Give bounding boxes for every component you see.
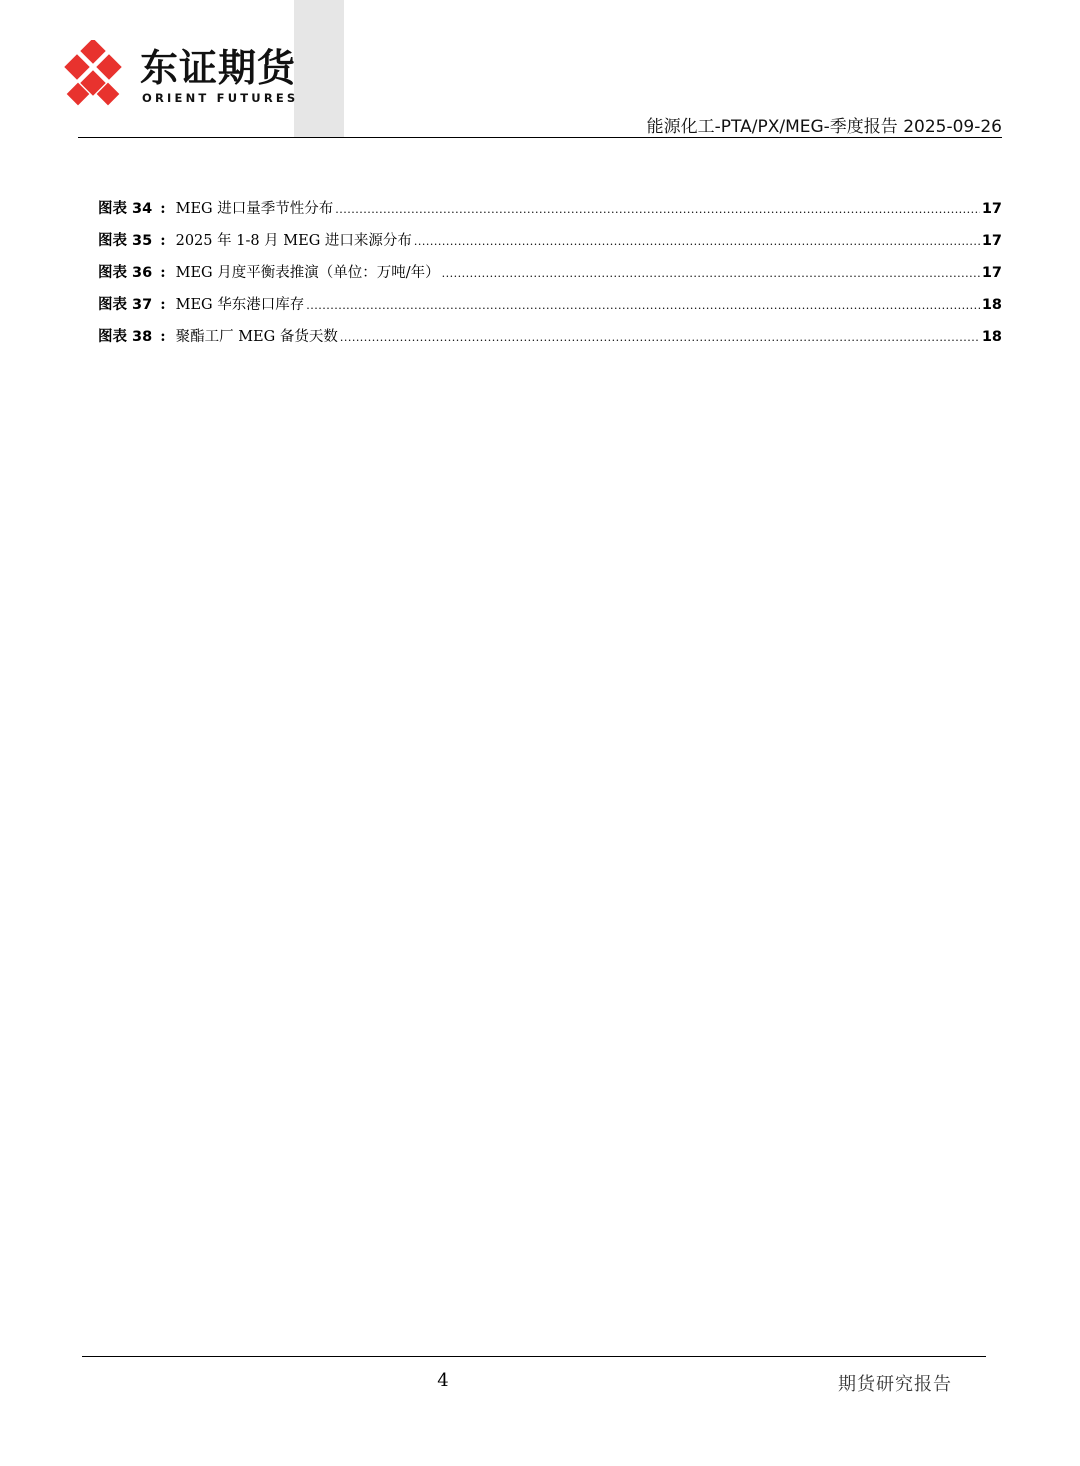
toc-dot-leader [306, 295, 980, 317]
footer-divider [82, 1356, 986, 1357]
toc-entry[interactable] [98, 294, 1002, 326]
toc-entry-separator: : [160, 200, 166, 217]
toc-dot-leader [442, 263, 980, 285]
toc-dot-leader [414, 231, 980, 253]
table-of-figures [98, 198, 1002, 358]
toc-entry-title: MEG 华东港口库存 [175, 297, 305, 313]
toc-dot-leader [340, 327, 980, 349]
toc-entry-label: 图表 35 [98, 233, 153, 249]
toc-entry-label: 图表 37 [98, 297, 153, 313]
toc-entry[interactable] [98, 198, 1002, 230]
report-header-title: 能源化工-PTA/PX/MEG-季度报告 2025-09-26 [646, 117, 1002, 137]
toc-dot-leader [335, 199, 980, 221]
toc-entry-label: 图表 38 [98, 329, 153, 345]
toc-entry-page: 17 [981, 265, 1002, 281]
toc-entry-separator: : [160, 328, 166, 345]
toc-entry-separator: : [160, 264, 166, 281]
toc-entry-page: 18 [981, 329, 1002, 345]
toc-entry-label: 图表 36 [98, 265, 153, 281]
footer-report-type: 期货研究报告 [838, 1374, 952, 1395]
toc-entry[interactable] [98, 326, 1002, 358]
toc-entry-label: 图表 34 [98, 201, 153, 217]
toc-entry-title: MEG 月度平衡表推演（单位：万吨/年） [175, 265, 440, 281]
toc-entry-page: 18 [981, 297, 1002, 313]
orient-futures-logo-icon [62, 40, 128, 108]
toc-entry-title: 2025 年 1-8 月 MEG 进口来源分布 [175, 233, 412, 249]
toc-entry-separator: : [160, 232, 166, 249]
toc-entry[interactable] [98, 230, 1002, 262]
toc-entry-title: 聚酯工厂 MEG 备货天数 [175, 329, 338, 345]
toc-entry-page: 17 [981, 233, 1002, 249]
toc-entry-page: 17 [981, 201, 1002, 217]
toc-entry-title: MEG 进口量季节性分布 [175, 201, 334, 217]
page-number: 4 [437, 1370, 449, 1391]
logo-english-name: ORIENT FUTURES [142, 91, 299, 105]
toc-entry[interactable] [98, 262, 1002, 294]
header-accent-band [294, 0, 344, 138]
header-divider [78, 137, 1002, 138]
company-logo [62, 40, 299, 110]
toc-entry-separator: : [160, 296, 166, 313]
logo-chinese-name: 东证期货 [140, 46, 297, 90]
